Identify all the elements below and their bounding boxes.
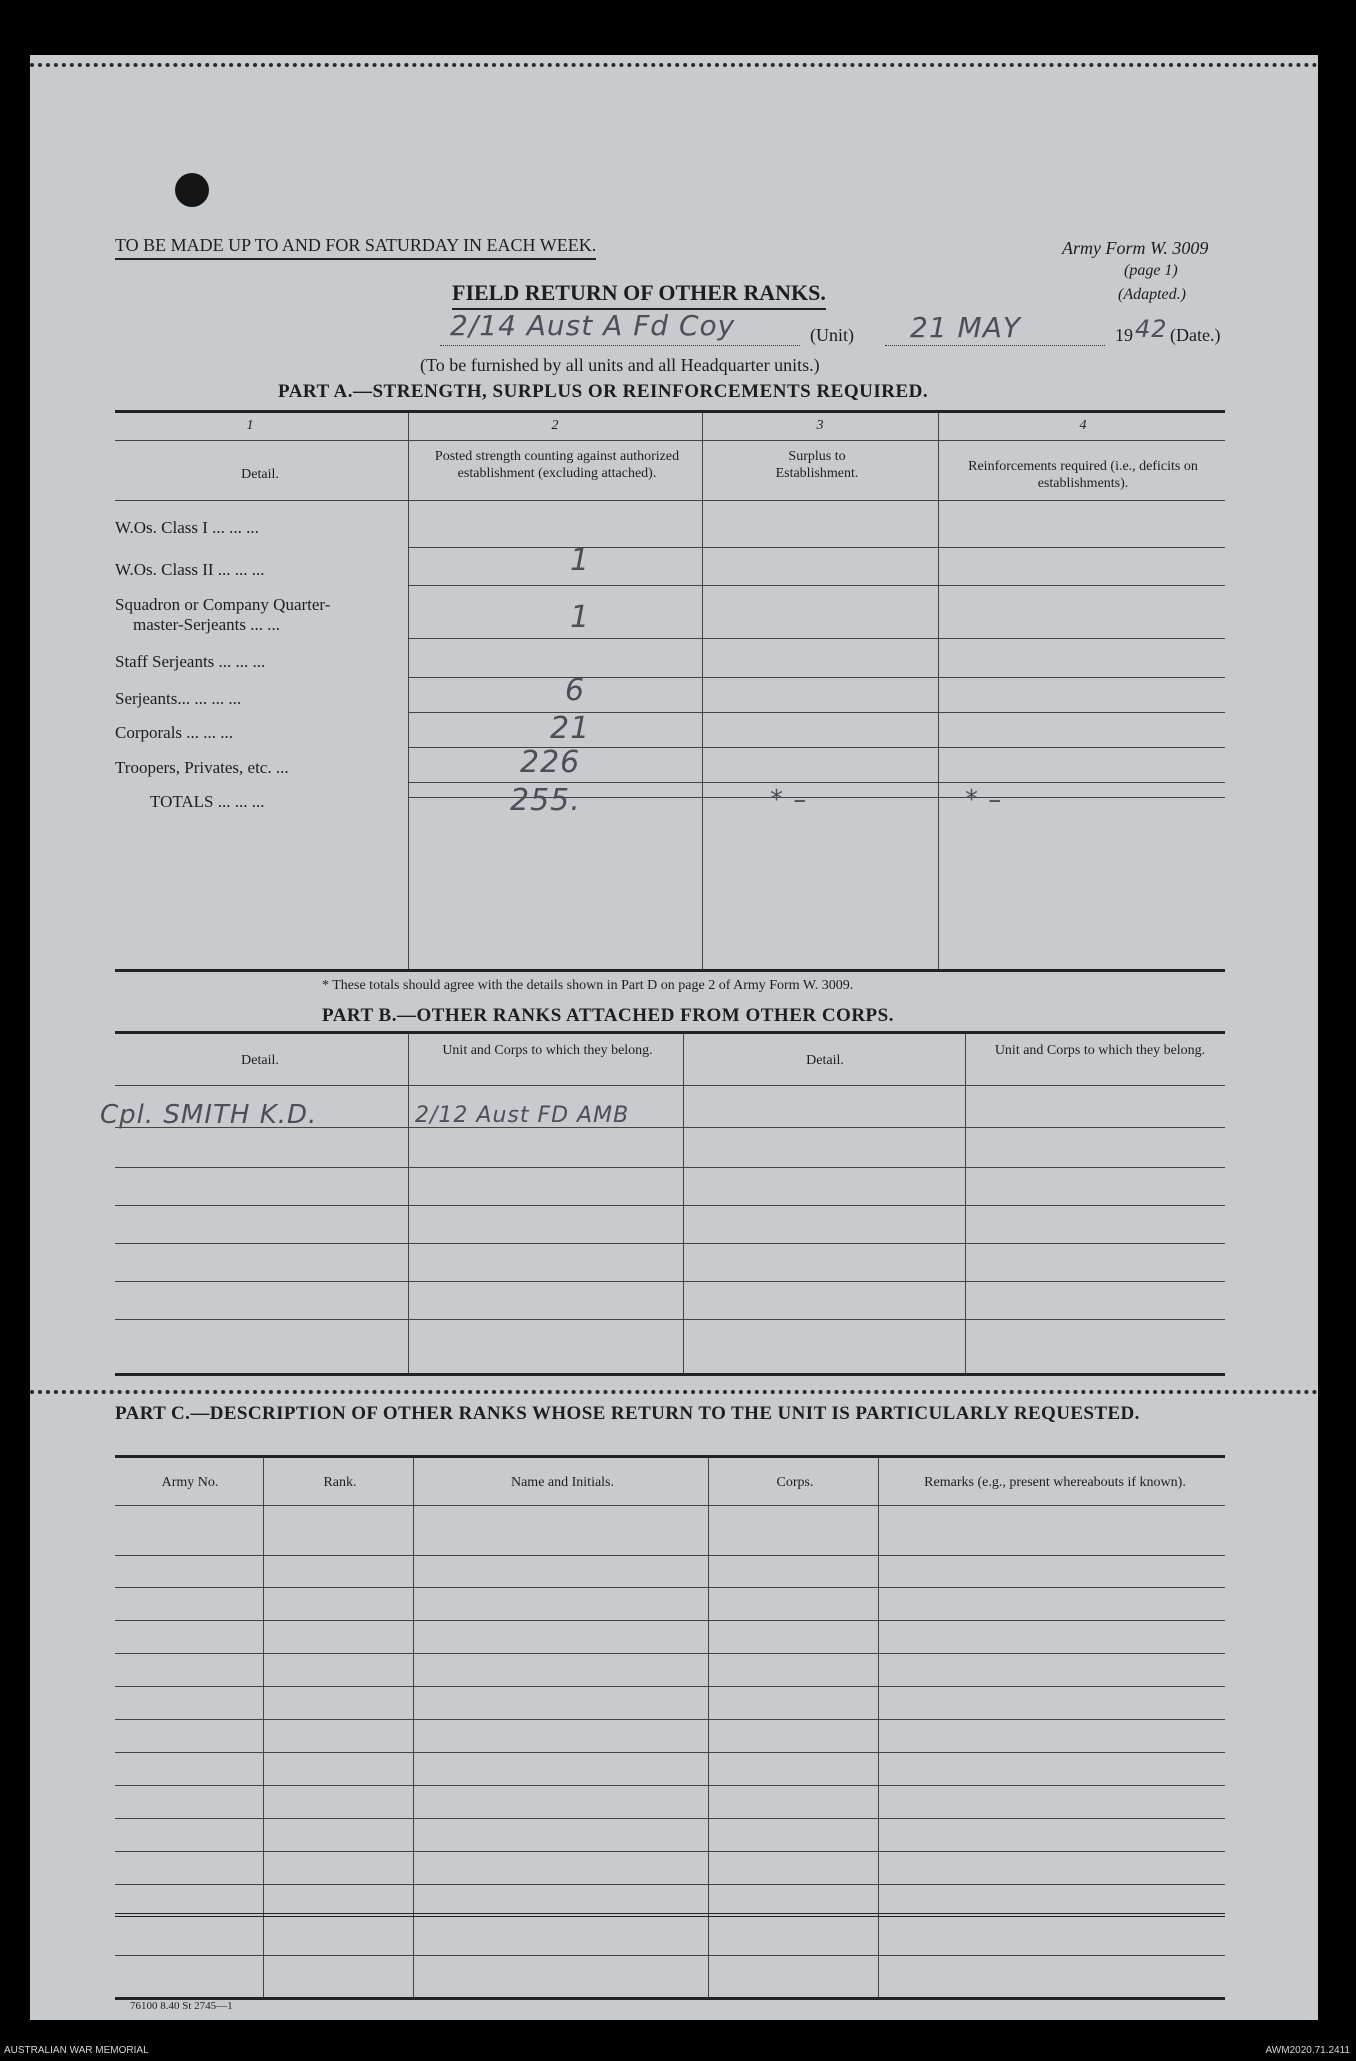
part-c-row-rule bbox=[115, 1785, 1225, 1786]
part-b-row-rule bbox=[115, 1167, 1225, 1168]
row-label-sjt: Serjeants... ... ... ... bbox=[115, 689, 242, 708]
date-handwritten: 21 MAY bbox=[910, 311, 1021, 344]
part-c-row-rule bbox=[115, 1719, 1225, 1720]
part-c-col-army-no: Army No. bbox=[161, 1475, 219, 1490]
archive-credit: AUSTRALIAN WAR MEMORIAL bbox=[4, 2045, 149, 2056]
part-b-header-rule bbox=[115, 1085, 1225, 1086]
part-b-col-detail-1: Detail. bbox=[241, 1053, 279, 1068]
part-b-top-rule bbox=[115, 1031, 1225, 1034]
col-header-detail: Detail. bbox=[241, 467, 279, 482]
unit-line bbox=[440, 345, 800, 346]
col-number-2: 2 bbox=[551, 418, 559, 433]
part-b-row-rule bbox=[115, 1205, 1225, 1206]
part-a-divider-2 bbox=[702, 413, 703, 970]
archive-accession: AWM2020.71.2411 bbox=[1265, 2045, 1350, 2056]
perforation-middle bbox=[30, 1390, 1318, 1394]
form-sheet bbox=[30, 55, 1318, 2020]
part-c-row-rule bbox=[115, 1653, 1225, 1654]
part-b-entry-unit: 2/12 Aust FD AMB bbox=[415, 1103, 630, 1128]
row-rule bbox=[408, 712, 1225, 713]
date-line bbox=[885, 345, 1105, 346]
col-header-posted: Posted strength counting against authorized establishment (excluding attached). bbox=[434, 449, 680, 481]
part-c-row-rule bbox=[115, 1555, 1225, 1556]
row-label-cqms-1: Squadron or Company Quarter- bbox=[115, 595, 331, 614]
part-a-title: PART A.—STRENGTH, SURPLUS OR REINFORCEMENTS REQUIRED. bbox=[278, 381, 929, 402]
part-c-row-rule bbox=[115, 1851, 1225, 1852]
subtitle: (To be furnished by all units and all Headquarter units.) bbox=[420, 355, 820, 375]
row-label-wo1: W.Os. Class I ... ... ... bbox=[115, 518, 259, 537]
row-label-cpl: Corporals ... ... ... bbox=[115, 723, 234, 742]
part-b-title: PART B.—OTHER RANKS ATTACHED FROM OTHER CORPS. bbox=[322, 1005, 894, 1026]
part-b-col-unit-2: Unit and Corps to which they belong. bbox=[994, 1043, 1206, 1058]
part-b-col-unit-1: Unit and Corps to which they belong. bbox=[442, 1043, 653, 1058]
part-b-row-rule bbox=[115, 1319, 1225, 1320]
row-value-cqms: 1 bbox=[570, 600, 591, 635]
part-b-divider-3 bbox=[965, 1033, 966, 1373]
part-a-top-rule bbox=[115, 410, 1225, 413]
header-rule bbox=[115, 500, 1225, 501]
part-c-title: PART C.—DESCRIPTION OF OTHER RANKS WHOSE RETURN TO THE UNIT IS PARTICULARLY REQUESTED. bbox=[115, 1403, 1140, 1424]
part-b-col-detail-2: Detail. bbox=[806, 1053, 844, 1068]
part-c-double-rule bbox=[115, 1913, 1225, 1917]
part-c-col-name: Name and Initials. bbox=[510, 1475, 615, 1490]
part-a-bottom-rule bbox=[115, 969, 1225, 972]
part-c-row-rule bbox=[115, 1686, 1225, 1687]
part-c-row-rule bbox=[115, 1587, 1225, 1588]
row-rule bbox=[408, 547, 1225, 548]
row-rule bbox=[408, 585, 1225, 586]
part-b-divider-2 bbox=[683, 1033, 684, 1373]
row-rule bbox=[408, 638, 1225, 639]
row-label-ptes: Troopers, Privates, etc. ... bbox=[115, 758, 289, 777]
row-value-sjt: 6 bbox=[565, 673, 586, 708]
part-c-row-rule bbox=[115, 1884, 1225, 1885]
part-c-row-rule bbox=[115, 1752, 1225, 1753]
reinforcements-total: * – bbox=[965, 785, 1003, 815]
col-number-4: 4 bbox=[1079, 418, 1087, 433]
row-label-cqms-2: master-Serjeants ... ... bbox=[133, 615, 280, 634]
part-a-divider-3 bbox=[938, 413, 939, 970]
part-c-col-rank: Rank. bbox=[323, 1475, 357, 1490]
instruction-text: TO BE MADE UP TO AND FOR SATURDAY IN EACH WEEK. bbox=[115, 235, 596, 260]
part-b-row-rule bbox=[115, 1127, 1225, 1128]
print-code: 76100 8.40 St 2745—1 bbox=[130, 2000, 233, 2012]
unit-handwritten: 2/14 Aust A Fd Coy bbox=[450, 309, 736, 342]
row-label-wo2: W.Os. Class II ... ... ... bbox=[115, 560, 265, 579]
col-number-1: 1 bbox=[246, 418, 254, 433]
year-handwritten: 42 bbox=[1135, 315, 1168, 343]
date-label: (Date.) bbox=[1170, 325, 1221, 345]
row-rule bbox=[408, 747, 1225, 748]
part-c-row-rule bbox=[115, 1818, 1225, 1819]
row-value-cpl: 21 bbox=[550, 711, 591, 746]
row-value-ptes: 226 bbox=[520, 745, 581, 780]
form-number: Army Form W. 3009 bbox=[1062, 238, 1209, 258]
part-c-top-rule bbox=[115, 1455, 1225, 1458]
totals-label: TOTALS ... ... ... bbox=[150, 792, 265, 811]
part-b-entry-detail: Cpl. SMITH K.D. bbox=[100, 1100, 318, 1130]
row-value-wo2: 1 bbox=[570, 543, 591, 578]
perforation-top bbox=[30, 63, 1318, 67]
row-label-staff-sjt: Staff Serjeants ... ... ... bbox=[115, 652, 266, 671]
part-c-header-rule bbox=[115, 1505, 1225, 1506]
col-header-surplus: Surplus to Establishment. bbox=[775, 449, 859, 481]
row-rule bbox=[408, 677, 1225, 678]
totals-value: 255. bbox=[510, 783, 581, 818]
part-b-row-rule bbox=[115, 1243, 1225, 1244]
part-c-row-rule bbox=[115, 1620, 1225, 1621]
part-b-bottom-rule bbox=[115, 1373, 1225, 1376]
punch-hole bbox=[175, 173, 209, 207]
part-c-col-remarks: Remarks (e.g., present whereabouts if known). bbox=[924, 1475, 1186, 1490]
year-prefix: 19 bbox=[1115, 325, 1133, 345]
part-c-bottom-rule bbox=[115, 1997, 1225, 2000]
totals-footnote: * These totals should agree with the details shown in Part D on page 2 of Army Form W. 3009. bbox=[322, 978, 854, 993]
form-title: FIELD RETURN OF OTHER RANKS. bbox=[452, 280, 826, 310]
col-number-rule bbox=[115, 440, 1225, 441]
part-c-col-corps: Corps. bbox=[776, 1475, 814, 1490]
form-page: (page 1) bbox=[1124, 262, 1178, 279]
form-adapted: (Adapted.) bbox=[1118, 286, 1186, 303]
unit-label: (Unit) bbox=[810, 325, 854, 345]
col-number-3: 3 bbox=[816, 418, 824, 433]
part-a-divider-1 bbox=[408, 413, 409, 970]
col-header-reinforcements: Reinforcements required (i.e., deficits on establishments). bbox=[968, 459, 1198, 491]
part-c-row-rule bbox=[115, 1955, 1225, 1956]
part-b-row-rule bbox=[115, 1281, 1225, 1282]
part-b-divider-1 bbox=[408, 1033, 409, 1373]
surplus-total: * – bbox=[770, 785, 808, 815]
